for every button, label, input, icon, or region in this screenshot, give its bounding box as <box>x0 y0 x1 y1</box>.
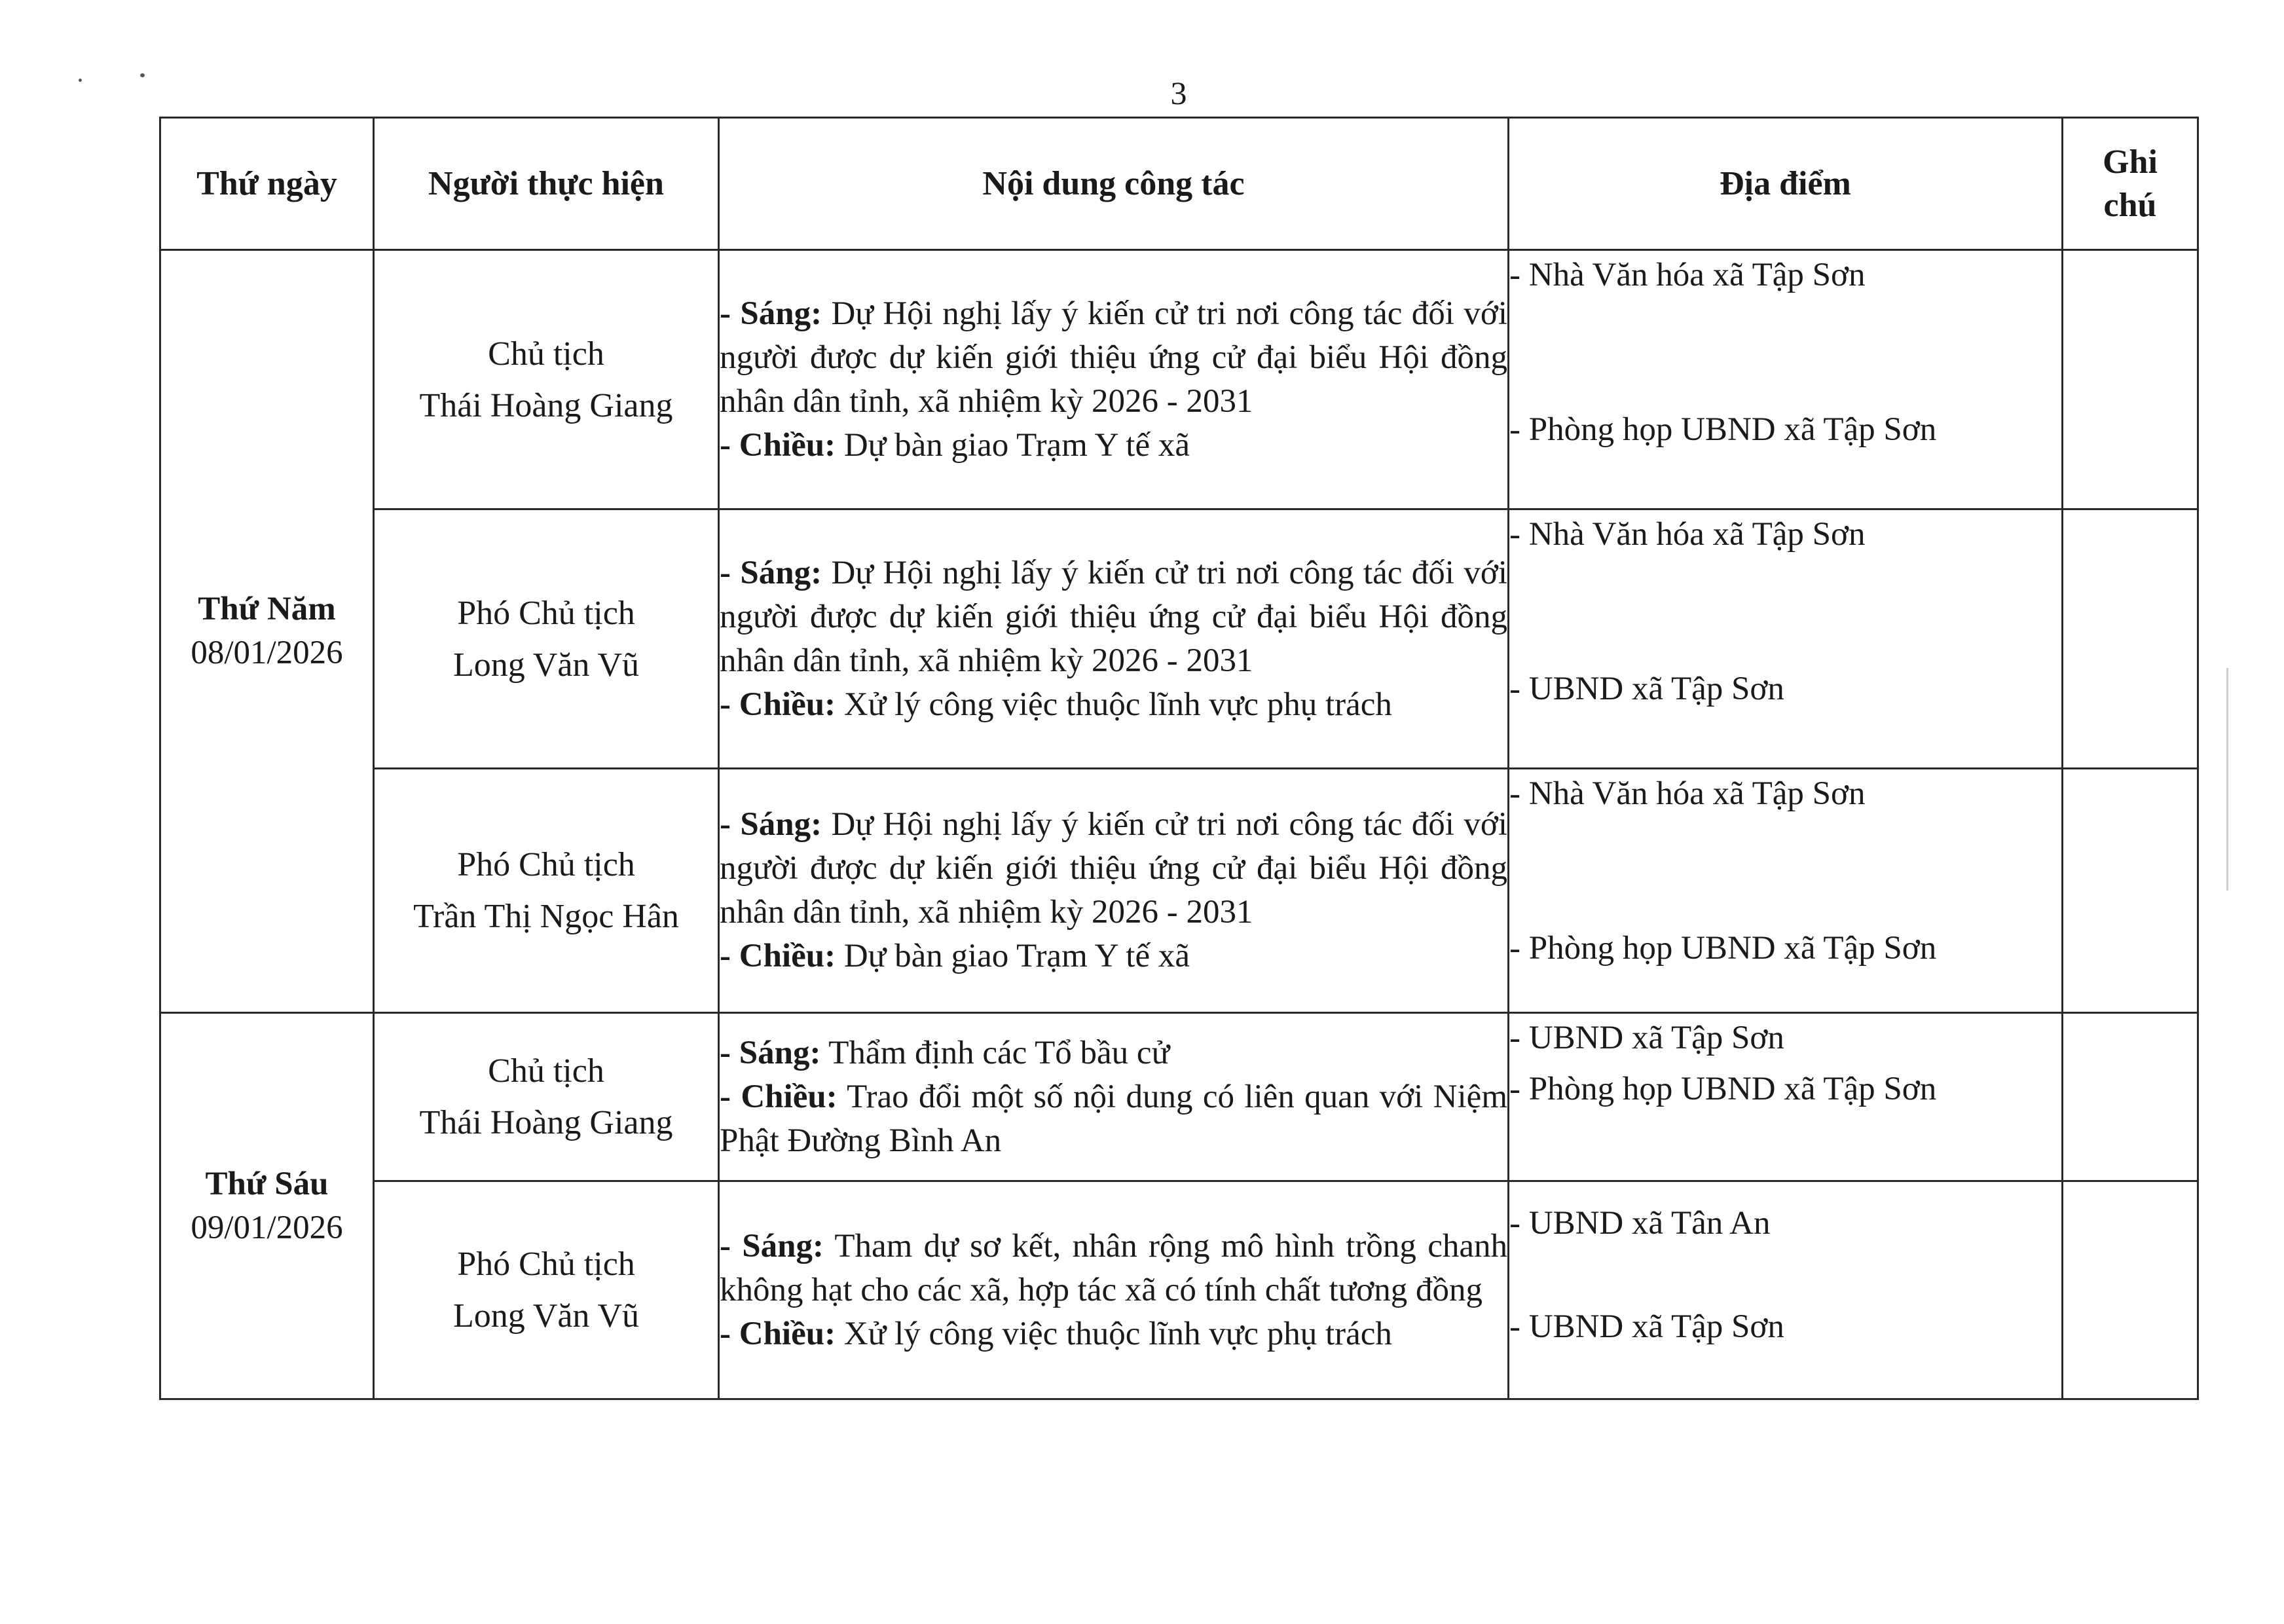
location-afternoon: - Phòng họp UBND xã Tập Sơn <box>1509 930 1937 967</box>
morning-text: Thẩm định các Tổ bầu cử <box>820 1034 1170 1071</box>
person-role: Phó Chủ tịch <box>457 1246 635 1283</box>
afternoon-text: Trao đổi một số nội dung có liên quan với Niệm Phật Đường Bình An <box>720 1078 1507 1159</box>
work-schedule-table <box>159 117 2199 1400</box>
location-morning: - Nhà Văn hóa xã Tập Sơn <box>1509 516 1866 553</box>
afternoon-label: - Chiều: <box>720 938 836 974</box>
header-content: Nội dung công tác <box>719 118 1509 250</box>
content-cell <box>719 250 1509 509</box>
afternoon-text: Dự bàn giao Trạm Y tế xã <box>836 426 1190 464</box>
morning-text: Dự Hội nghị lấy ý kiến cử tri nơi công tác đối với người được dự kiến giới thiệu ứng cử đại biểu Hội đồng nhân dân tỉnh, xã nhiệm kỳ 2026 - 2031 <box>720 806 1507 931</box>
person-role: Chủ tịch <box>488 1052 604 1090</box>
person-name: Thái Hoàng Giang <box>419 386 673 424</box>
content-cell <box>719 509 1509 769</box>
table-row <box>160 250 2198 509</box>
location-cell <box>1509 250 2063 509</box>
note-cell <box>2063 769 2198 1013</box>
page-number: 3 <box>1170 75 1187 111</box>
morning-task <box>720 292 1507 424</box>
morning-task <box>720 1031 1507 1075</box>
person-role: Phó Chủ tịch <box>457 594 635 632</box>
morning-text: Dự Hội nghị lấy ý kiến cử tri nơi công tác đối với người được dự kiến giới thiệu ứng cử đại biểu Hội đồng nhân dân tỉnh, xã nhiệm kỳ 2026 - 2031 <box>720 554 1507 679</box>
morning-text: Tham dự sơ kết, nhân rộng mô hình trồng chanh không hạt cho các xã, hợp tác xã có tính chất tương đồng <box>720 1227 1507 1308</box>
afternoon-text: Dự bàn giao Trạm Y tế xã <box>836 938 1190 974</box>
location-afternoon: - UBND xã Tập Sơn <box>1509 671 1784 707</box>
afternoon-text: Xử lý công việc thuộc lĩnh vực phụ trách <box>836 1315 1392 1352</box>
person-cell <box>374 1013 719 1181</box>
date: 09/01/2026 <box>191 1209 343 1246</box>
header-note-line1: Ghi <box>2103 143 2158 181</box>
table-row <box>160 769 2198 1013</box>
location-afternoon: - Phòng họp UBND xã Tập Sơn <box>1509 1071 1937 1107</box>
header-row <box>160 118 2198 250</box>
table-row <box>160 1181 2198 1399</box>
morning-label: - Sáng: <box>720 295 822 332</box>
note-cell <box>2063 1181 2198 1399</box>
morning-label: - Sáng: <box>720 806 822 843</box>
note-cell <box>2063 1013 2198 1181</box>
location-cell <box>1509 509 2063 769</box>
content-cell <box>719 769 1509 1013</box>
morning-task <box>720 551 1507 683</box>
morning-label: - Sáng: <box>720 1227 824 1264</box>
day-cell <box>160 1013 374 1399</box>
person-name: Long Văn Vũ <box>452 1297 640 1335</box>
header-date: Thứ ngày <box>160 118 374 250</box>
afternoon-text: Xử lý công việc thuộc lĩnh vực phụ trách <box>836 686 1392 723</box>
table-row <box>160 509 2198 769</box>
table-row <box>160 1013 2198 1181</box>
note-cell <box>2063 509 2198 769</box>
date: 08/01/2026 <box>191 635 343 671</box>
content-cell <box>719 1181 1509 1399</box>
afternoon-task <box>720 1312 1507 1356</box>
content-cell <box>719 1013 1509 1181</box>
person-name: Thái Hoàng Giang <box>419 1104 673 1141</box>
location-morning: - Nhà Văn hóa xã Tập Sơn <box>1509 775 1866 812</box>
afternoon-task <box>720 934 1507 978</box>
location-cell <box>1509 1181 2063 1399</box>
person-role: Chủ tịch <box>488 335 604 373</box>
header-person: Người thực hiện <box>374 118 719 250</box>
weekday: Thứ Năm <box>198 591 336 627</box>
morning-task <box>720 1225 1507 1312</box>
person-cell <box>374 509 719 769</box>
location-morning: - Nhà Văn hóa xã Tập Sơn <box>1509 257 1866 293</box>
scan-mark <box>2226 668 2228 891</box>
location-morning: - UBND xã Tập Sơn <box>1509 1020 1784 1056</box>
afternoon-label: - Chiều: <box>720 426 836 464</box>
location-morning: - UBND xã Tân An <box>1509 1205 1771 1242</box>
person-name: Trần Thị Ngọc Hân <box>413 898 679 935</box>
header-note <box>2063 118 2198 250</box>
afternoon-label: - Chiều: <box>720 686 836 723</box>
person-cell <box>374 250 719 509</box>
morning-label: - Sáng: <box>720 1034 821 1071</box>
person-cell <box>374 1181 719 1399</box>
afternoon-task <box>720 683 1507 727</box>
person-cell <box>374 769 719 1013</box>
person-name: Long Văn Vũ <box>452 646 640 684</box>
location-cell <box>1509 769 2063 1013</box>
location-cell <box>1509 1013 2063 1181</box>
morning-text: Dự Hội nghị lấy ý kiến cử tri nơi công tác đối với người được dự kiến giới thiệu ứng cử đại biểu Hội đồng nhân dân tỉnh, xã nhiệm kỳ 2026 - 2031 <box>720 295 1507 420</box>
header-note-line2: chú <box>2103 186 2157 224</box>
location-afternoon: - Phòng họp UBND xã Tập Sơn <box>1509 411 1937 448</box>
afternoon-label: - Chiều: <box>720 1078 838 1115</box>
location-afternoon: - UBND xã Tập Sơn <box>1509 1308 1784 1345</box>
header-location: Địa điểm <box>1509 118 2063 250</box>
person-role: Phó Chủ tịch <box>457 846 635 883</box>
note-cell <box>2063 250 2198 509</box>
afternoon-label: - Chiều: <box>720 1315 836 1352</box>
weekday: Thứ Sáu <box>205 1165 329 1202</box>
afternoon-task <box>720 1075 1507 1163</box>
morning-label: - Sáng: <box>720 554 822 591</box>
day-cell <box>160 250 374 1013</box>
morning-task <box>720 803 1507 934</box>
afternoon-task <box>720 424 1507 468</box>
